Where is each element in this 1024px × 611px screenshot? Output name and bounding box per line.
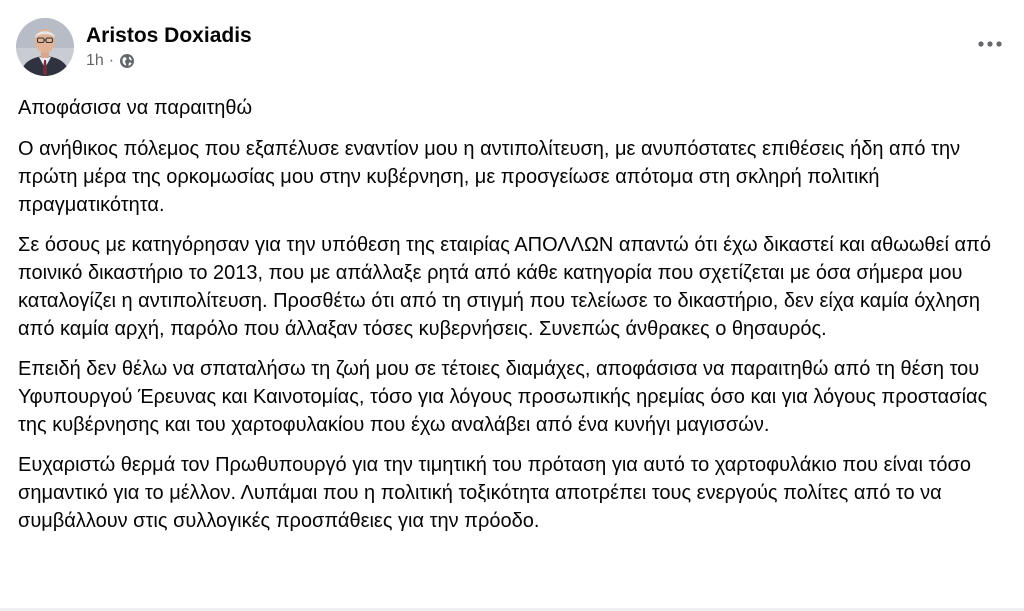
post-body (18, 94, 1008, 547)
post-paragraph: Ο ανήθικος πόλεμος που εξαπέλυσε εναντίον μου η αντιπολίτευση, με ανυπόστατες επιθέσεις ήδη από την πρώτη μέρα της ορκομωσίας μου στην κυβέρνηση, με προσγείωσε απότομα στη σκληρή πολιτική πραγματικότητα. (18, 138, 961, 216)
author-name[interactable]: Aristos Doxiadis (86, 24, 252, 47)
post-paragraph: Σε όσους με κατηγόρησαν για την υπόθεση της εταιρίας ΑΠΟΛΛΩΝ απαντώ ότι έχω δικαστεί και αθωωθεί από ποινικό δικαστήριο το 2013, που με απάλλαξε ρητά από κάθε κατηγορία που σχετίζεται με όσα σήμερα μου καταλογίζει η αντιπολίτευση. Προσθέτω ότι από τη στιγμή που τελείωσε το δικαστήριο, δεν είχα καμία όχληση από καμία αρχή, παρόλο που άλλαξαν τόσες κυβερνήσεις. Συνεπώς άνθρακες ο θησαυρός. (18, 234, 991, 340)
post-paragraph: Ευχαριστώ θερμά τον Πρωθυπουργό για την τιμητική του πρόταση για αυτό το χαρτοφυλάκιο που είναι τόσο σημαντικό για το μέλλον. Λυπάμαι που η πολιτική τοξικότητα αποτρέπει τους ενεργούς πολίτες από το να συμβάλλουν στις συλλογικές προσπάθειες για την πρόοδο. (18, 454, 971, 532)
post-meta (86, 51, 252, 71)
meta-separator: · (108, 52, 115, 69)
more-options-icon[interactable] (976, 34, 1004, 54)
post-paragraph: Επειδή δεν θέλω να σπαταλήσω τη ζωή μου σε τέτοιες διαμάχες, αποφάσισα να παραιτηθώ από τη θέση του Υφυπουργού Έρευνας και Καινοτομίας, τόσο για λόγους προσωπικής ηρεμίας όσο και για λόγους προστασίας της κυβέρνησης και του χαρτοφυλακίου που έχω αναλάβει από ένα κυνήγι μαγισσών. (18, 358, 988, 436)
post-header (16, 18, 252, 76)
avatar-photo (16, 18, 74, 76)
author-avatar[interactable] (16, 18, 74, 76)
post-paragraph-heading: Αποφάσισα να παραιτηθώ (18, 97, 253, 119)
post-timestamp[interactable]: 1h (86, 52, 104, 69)
globe-icon[interactable] (119, 53, 135, 69)
header-text (86, 23, 252, 71)
